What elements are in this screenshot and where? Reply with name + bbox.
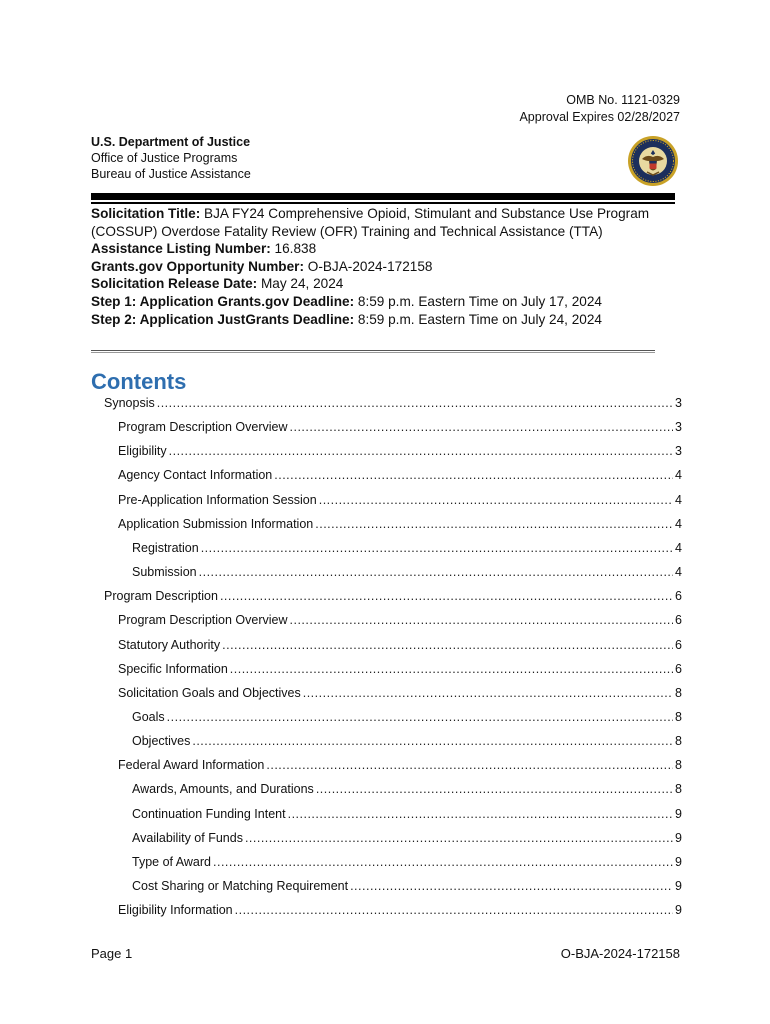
toc-entry[interactable] [118, 613, 682, 631]
toc-entry-label: Goals [132, 709, 165, 724]
step2-deadline: Step 2: Application JustGrants Deadline: 8:59 p.m. Eastern Time on July 24, 2024 [91, 311, 602, 327]
step1-deadline: Step 1: Application Grants.gov Deadline: 8:59 p.m. Eastern Time on July 17, 2024 [91, 293, 602, 309]
toc-entry[interactable] [132, 710, 682, 728]
document-id: O-BJA-2024-172158 [560, 946, 680, 961]
toc-page-number: 3 [675, 420, 682, 435]
toc-entry[interactable] [104, 396, 682, 414]
release-date: Solicitation Release Date: May 24, 2024 [91, 276, 344, 292]
toc-page-number: 6 [675, 613, 682, 628]
toc-page-number: 3 [675, 396, 682, 410]
toc-entry-label: Application Submission Information [118, 516, 314, 531]
toc-entry-label: Federal Award Information [118, 758, 265, 773]
toc-page-number: 8 [675, 734, 682, 749]
toc-page-number: 4 [675, 492, 682, 507]
section-divider [91, 350, 655, 351]
toc-entry-label: Submission [132, 565, 197, 580]
toc-entry-label: Specific Information [118, 661, 228, 676]
toc-leader-dots [266, 758, 673, 772]
toc-page-number: 9 [675, 806, 682, 821]
solicitation-block [91, 205, 681, 328]
toc-entry[interactable] [118, 493, 682, 511]
toc-leader-dots [235, 903, 673, 917]
toc-entry-label: Statutory Authority [118, 637, 221, 652]
office-name: Office of Justice Programs [91, 151, 238, 165]
opportunity-number: Grants.gov Opportunity Number: O-BJA-2024-172158 [91, 258, 433, 274]
toc-entry[interactable] [118, 662, 682, 680]
toc-entry-label: Type of Award [132, 854, 211, 869]
toc-page-number: 9 [675, 903, 682, 918]
assistance-listing: Assistance Listing Number: 16.838 [91, 241, 317, 257]
toc-page-number: 4 [675, 516, 682, 531]
header-rule-thick [91, 193, 675, 200]
toc-leader-dots [192, 734, 673, 748]
toc-entry-label: Objectives [132, 734, 191, 749]
toc-entry-label: Cost Sharing or Matching Requirement [132, 879, 349, 893]
toc-entry[interactable] [132, 782, 682, 800]
toc-page-number: 9 [675, 879, 682, 893]
toc-entry-label: Program Description [104, 589, 218, 604]
toc-leader-dots [169, 444, 673, 458]
toc-entry-label: Synopsis [104, 396, 155, 410]
toc-leader-dots [290, 420, 674, 434]
solicitation-title: Solicitation Title: BJA FY24 Comprehensive Opioid, Stimulant and Substance Use Program (COSSUP) Overdose Fatality Review (OFR) Training and Technical Assistance (TTA) [91, 206, 650, 239]
toc-page-number: 6 [675, 637, 682, 652]
toc-page-number: 4 [675, 468, 682, 483]
bureau-name: Bureau of Justice Assistance [91, 167, 251, 181]
toc-page-number: 8 [675, 758, 682, 773]
toc-leader-dots [201, 541, 673, 555]
toc-page-number: 8 [675, 782, 682, 797]
toc-leader-dots [290, 613, 674, 627]
toc-leader-dots [213, 855, 673, 869]
toc-page-number: 6 [675, 661, 682, 676]
toc-page-number: 9 [675, 830, 682, 845]
toc-entry-label: Solicitation Goals and Objectives [118, 685, 301, 700]
toc-leader-dots [157, 396, 673, 410]
contents-heading: Contents [91, 369, 187, 394]
omb-block [519, 92, 680, 126]
toc-leader-dots [199, 565, 673, 579]
toc-leader-dots [222, 638, 673, 652]
toc-page-number: 8 [675, 685, 682, 700]
toc-entry[interactable] [104, 589, 682, 607]
toc-entry[interactable] [118, 686, 682, 704]
toc-entry[interactable] [118, 517, 682, 535]
toc-entry[interactable] [118, 758, 682, 776]
toc-page-number: 3 [675, 444, 682, 459]
toc-entry-label: Program Description Overview [118, 420, 288, 435]
toc-page-number: 4 [675, 540, 682, 555]
omb-number: OMB No. 1121-0329 [566, 93, 680, 107]
toc-entry-label: Awards, Amounts, and Durations [132, 782, 314, 797]
toc-entry[interactable] [118, 638, 682, 656]
toc-entry-label: Pre-Application Information Session [118, 492, 317, 507]
toc-entry[interactable] [132, 855, 682, 873]
approval-expires: Approval Expires 02/28/2027 [519, 110, 680, 124]
toc-entry-label: Eligibility Information [118, 903, 233, 918]
toc-entry[interactable] [132, 565, 682, 583]
toc-entry-label: Eligibility [118, 444, 167, 459]
toc-entry-label: Program Description Overview [118, 613, 288, 628]
toc-page-number: 4 [675, 565, 682, 580]
toc-entry[interactable] [132, 807, 682, 825]
toc-leader-dots [274, 468, 673, 482]
toc-leader-dots [319, 493, 673, 507]
toc-leader-dots [315, 517, 673, 531]
toc-page-number: 6 [675, 589, 682, 604]
toc-leader-dots [350, 879, 673, 893]
toc-page-number: 9 [675, 854, 682, 869]
toc-leader-dots [288, 807, 673, 821]
toc-entry[interactable] [118, 444, 682, 462]
toc-leader-dots [245, 831, 673, 845]
toc-entry-label: Agency Contact Information [118, 468, 273, 483]
doj-seal-icon [627, 135, 679, 187]
toc-entry-label: Registration [132, 540, 199, 555]
toc-entry[interactable] [132, 831, 682, 849]
toc-entry[interactable] [118, 468, 682, 486]
section-divider-shadow [91, 352, 655, 353]
toc-entry[interactable] [118, 903, 682, 921]
toc-entry[interactable] [118, 420, 682, 438]
toc-leader-dots [167, 710, 673, 724]
toc-entry-label: Availability of Funds [132, 830, 243, 845]
header-rule-thin [91, 202, 675, 204]
department-name: U.S. Department of Justice [91, 135, 251, 149]
toc-leader-dots [220, 589, 673, 603]
toc-leader-dots [303, 686, 673, 700]
toc-entry[interactable] [132, 734, 682, 752]
toc-entry[interactable] [132, 879, 682, 897]
toc-entry-label: Continuation Funding Intent [132, 806, 286, 821]
toc-entry[interactable] [132, 541, 682, 559]
toc-page-number: 8 [675, 709, 682, 724]
toc-leader-dots [316, 782, 673, 796]
page-number: Page 1 [91, 946, 133, 961]
agency-block [91, 134, 251, 182]
toc-leader-dots [230, 662, 673, 676]
